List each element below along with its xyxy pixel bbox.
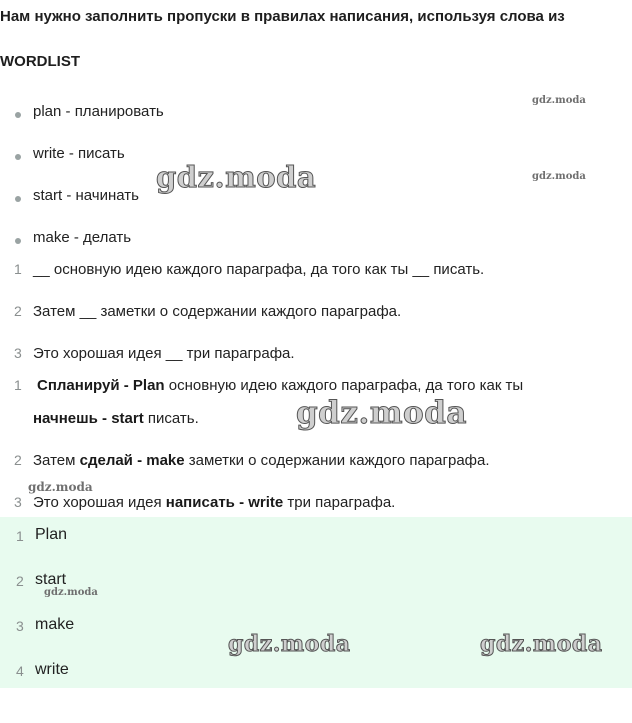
list-item-text: plan - планировать [33,103,164,120]
answer-text: make [35,616,75,633]
sentence-part: писать. [143,410,199,427]
item-number: 2 [14,452,22,468]
item-number: 2 [14,303,22,319]
bullet-icon [15,154,21,160]
filled-sentence-text [33,494,395,511]
bullet-icon [15,196,21,202]
answer-number: 4 [16,663,24,679]
wordlist-label: WORDLIST [0,53,80,70]
watermark: gdz.moda [532,171,586,182]
gap-sentence-text: Это хорошая идея __ три параграфа. [33,345,295,362]
watermark: gdz.moda [228,631,351,657]
answer-text: start [35,571,67,588]
list-item-text: make - делать [33,229,132,246]
sentence-part: Это хорошая идея [33,494,166,511]
answers-panel [0,517,632,688]
list-item-text: start - начинать [33,187,139,204]
sentence-part: три параграфа. [283,494,396,511]
answer-text: Plan [35,526,68,543]
item-number: 1 [14,261,22,277]
sentence-part: заметки о содержании каждого параграфа. [184,452,490,469]
list-item-text: write - писать [33,145,125,162]
bullet-icon [15,112,21,118]
answer-bold: сделай - make [79,452,185,469]
sentence-part: основную идею каждого параграфа, да того как ты [164,377,524,394]
watermark: gdz.moda [44,587,98,598]
item-number: 3 [14,494,22,510]
watermark: gdz.moda [532,95,586,106]
answer-bold: Спланируй - Plan [37,377,165,394]
gap-sentence-text: Затем __ заметки о содержании каждого параграфа. [33,303,402,320]
watermark: gdz.moda [480,631,603,657]
bullet-icon [15,238,21,244]
watermark: gdz.moda [156,160,317,194]
filled-sentence-text [33,410,199,427]
answer-number: 2 [16,573,24,589]
watermark: gdz.moda [28,480,93,494]
answer-text: write [35,661,69,678]
answer-bold: начнешь - start [33,410,144,427]
answer-bold: написать - write [165,494,284,511]
instruction-text: Нам нужно заполнить пропуски в правилах написания, используя слова из [0,8,565,25]
filled-sentence-text [33,452,490,469]
answer-number: 1 [16,528,24,544]
filled-sentence-text [37,377,523,394]
watermark: gdz.moda [296,395,467,431]
item-number: 1 [14,377,22,393]
gap-sentence-text: __ основную идею каждого параграфа, да того как ты __ писать. [33,261,485,278]
sentence-part: Затем [33,452,80,469]
answer-number: 3 [16,618,24,634]
item-number: 3 [14,345,22,361]
